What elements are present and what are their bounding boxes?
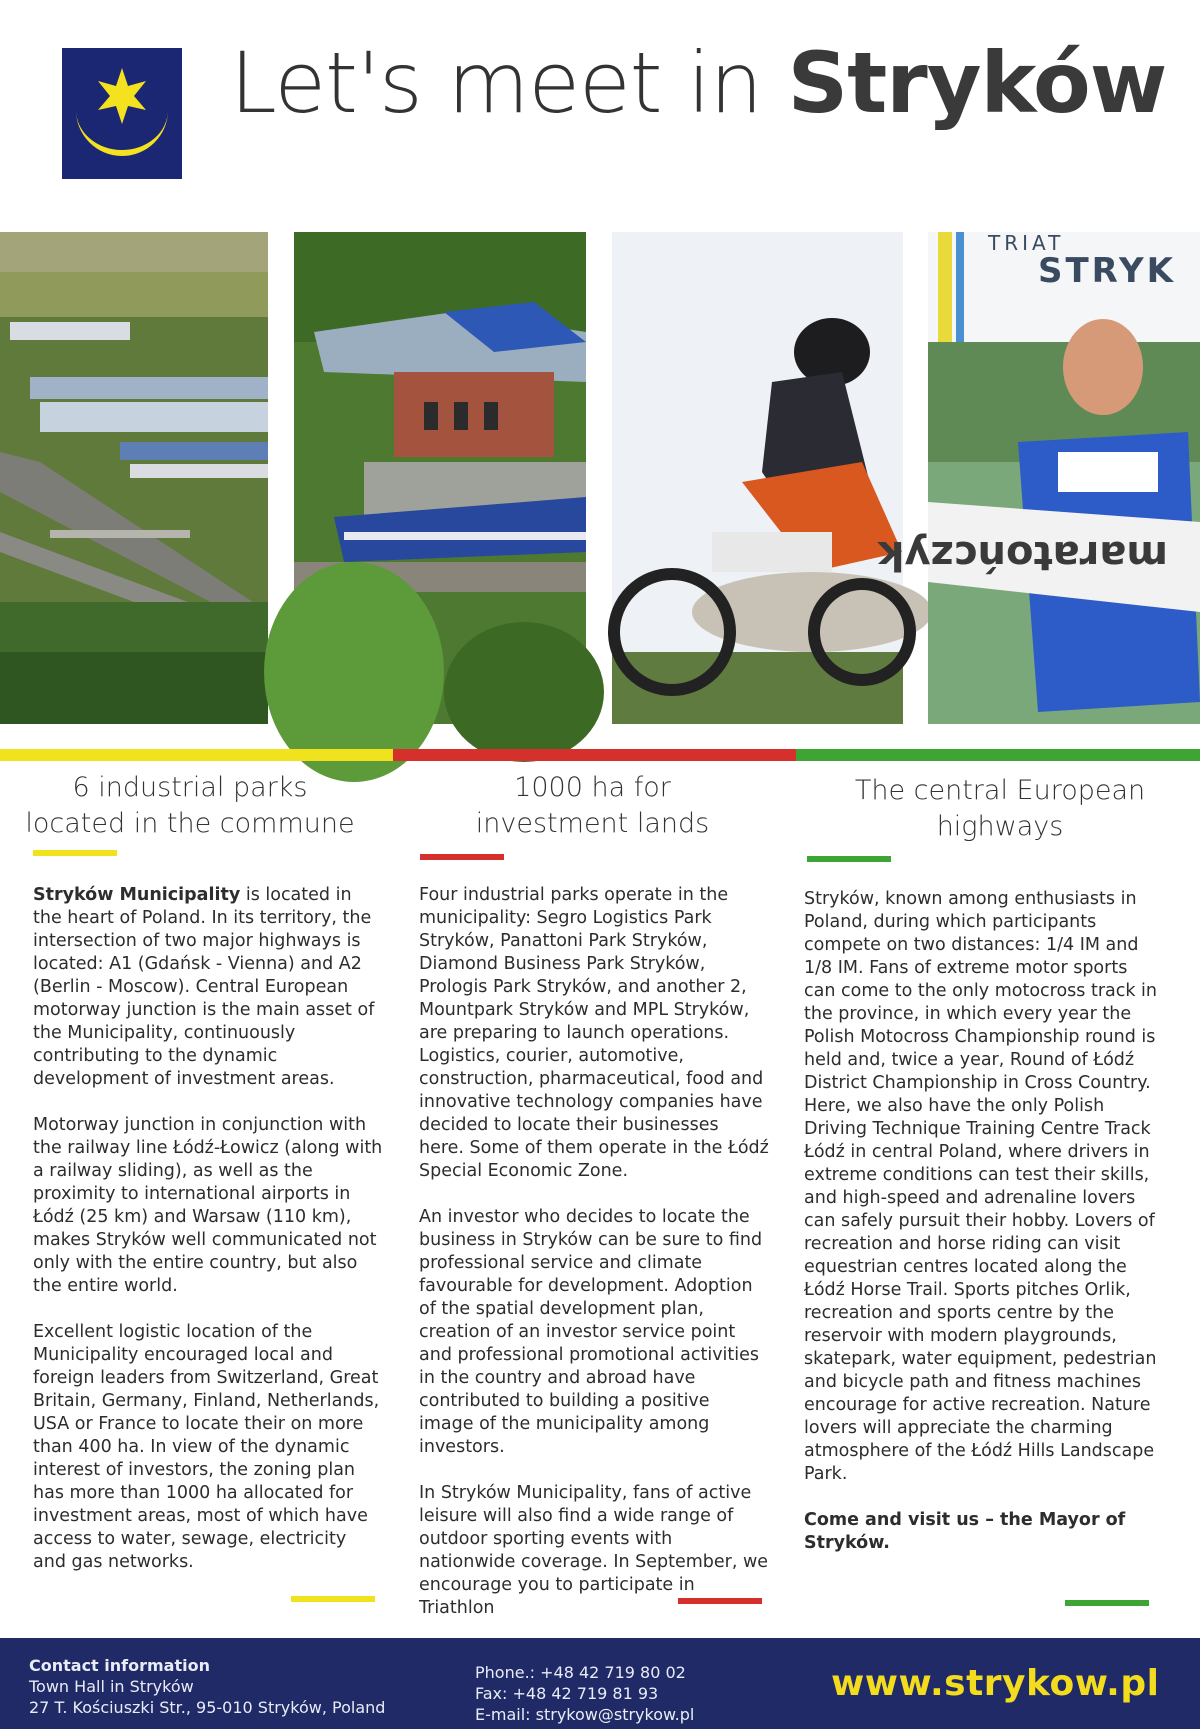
fax-number: Fax: +48 42 719 81 93 <box>475 1684 659 1703</box>
paragraph-text: is located in the heart of Poland. In its territory, the intersection of two major highways is located: A1 (Gdańsk - Vienna) and A2 (Berlin - Moscow). Central European motorway junction is the main asset of the Municipality, continuously contributing to the dynamic development of investment areas. <box>33 885 375 1089</box>
paragraph: Stryków, known among enthusiasts in Poland, during which participants compete on two distances: 1/4 IM and 1/8 IM. Fans of extreme motor sports can come to the only motocross track in the province, in which every year the Polish Motocross Championship round is held and, twice a year, Round of Łódź District Championship in Cross Country. Here, we also have the only Polish Driving Technique Training Centre Track Łódź in central Poland, where drivers in extreme conditions can test their skills, and high-speed and adrenaline lovers can safely pursuit their hobby. Lovers of recreation and horse riding can visit equestrian centres located along the Łódź Horse Trail. Sports pitches Orlik, recreation and sports centre by the reservoir with modern playgrounds, skatepark, water equipment, pedestrian and bicycle path and fitness machines encourage for active recreation. Nature lovers will appreciate the charming atmosphere of the Łódź Hills Landscape Park. <box>804 889 1158 1484</box>
column-3-text <box>804 888 1159 1578</box>
photo-railway-station <box>294 232 586 724</box>
heading-highways <box>810 773 1190 845</box>
banner-fragment: STRYK <box>1038 251 1176 291</box>
contact-title: Contact information <box>29 1656 210 1675</box>
address: 27 T. Kościuszki Str., 95-010 Stryków, Poland <box>29 1698 386 1717</box>
page-title <box>230 28 1166 138</box>
sign-fragment: TRIAT <box>988 231 1065 255</box>
photo-industrial-park <box>0 232 268 724</box>
column-end-yellow <box>291 1596 375 1602</box>
heading-line: highways <box>936 811 1064 842</box>
heading-underline-yellow <box>33 850 117 856</box>
website-link[interactable]: www.strykow.pl <box>831 1663 1160 1704</box>
heading-line: 6 industrial parks <box>72 772 308 803</box>
paragraph: An investor who decides to locate the business in Stryków can be sure to find professional service and climate favourable for development. Adoption of the spatial development plan, creation of an investor service point and professional promotional activities in the country and abroad have contributed to building a positive image of the municipality among investors. <box>419 1207 763 1457</box>
phone-block <box>475 1662 694 1725</box>
footer <box>0 1638 1200 1729</box>
heading-industrial-parks <box>20 770 360 842</box>
photo-triathlon-finisher <box>877 231 1200 724</box>
title-light-part: Let's meet in <box>230 34 762 132</box>
column-2-text <box>419 884 769 1643</box>
heading-investment-lands <box>420 770 765 842</box>
heading-line: investment lands <box>475 808 710 839</box>
green-band <box>796 749 1200 761</box>
red-band <box>393 749 796 761</box>
coat-of-arms-logo <box>62 48 182 179</box>
paragraph: Motorway junction in conjunction with the railway line Łódź-Łowicz (along with a railway sliding), as well as the proximity to international airports in Łódź (25 km) and Warsaw (110 km), makes Stryków well communicated not only with the entire country, but also the entire world. <box>33 1115 383 1296</box>
heading-line: 1000 ha for <box>514 772 671 803</box>
heading-underline-red <box>420 854 504 860</box>
paragraph: Four industrial parks operate in the municipality: Segro Logistics Park Stryków, Panattoni Park Stryków, Diamond Business Park Stryków, Prologis Park Stryków, and another 2, Mountpark Stryków and MPL Stryków, are preparing to launch operations. Logistics, courier, automotive, construction, pharmaceutical, food and innovative technology companies have decided to locate their businesses here. Some of them operate in the Łódź Special Economic Zone. <box>419 885 769 1181</box>
closing-line <box>804 1509 1159 1555</box>
office-name: Town Hall in Stryków <box>29 1677 194 1696</box>
heading-line: located in the commune <box>25 808 355 839</box>
heading-underline-green <box>807 856 891 862</box>
tape-text: maratończyk <box>877 532 1168 578</box>
column-end-green <box>1065 1600 1149 1606</box>
title-bold-part: Stryków <box>787 34 1167 132</box>
closing-bold: Come and visit us – the Mayor of Stryków. <box>804 1510 1126 1553</box>
email-address[interactable]: E-mail: strykow@strykow.pl <box>475 1705 695 1724</box>
paragraph <box>33 884 383 1091</box>
yellow-band <box>0 749 393 761</box>
heading-line: The central European <box>854 775 1146 806</box>
column-1-text <box>33 884 383 1597</box>
column-end-red <box>678 1598 762 1604</box>
photo-motocross <box>612 232 903 724</box>
contact-block <box>29 1655 385 1718</box>
paragraph: Excellent logistic location of the Municipality encouraged local and foreign leaders from Switzerland, Great Britain, Germany, Finland, Netherlands, USA or France to locate their on more than 400 ha. In view of the dynamic interest of investors, the zoning plan has more than 1000 ha allocated for investment areas, most of which have access to water, sewage, electricity and gas networks. <box>33 1322 380 1572</box>
phone-number: Phone.: +48 42 719 80 02 <box>475 1663 686 1682</box>
paragraph: In Stryków Municipality, fans of active leisure will also find a wide range of outdoor sporting events with nationwide coverage. In September, we encourage you to participate in Triathlon <box>419 1483 769 1618</box>
lead-bold: Stryków Municipality <box>33 885 241 905</box>
